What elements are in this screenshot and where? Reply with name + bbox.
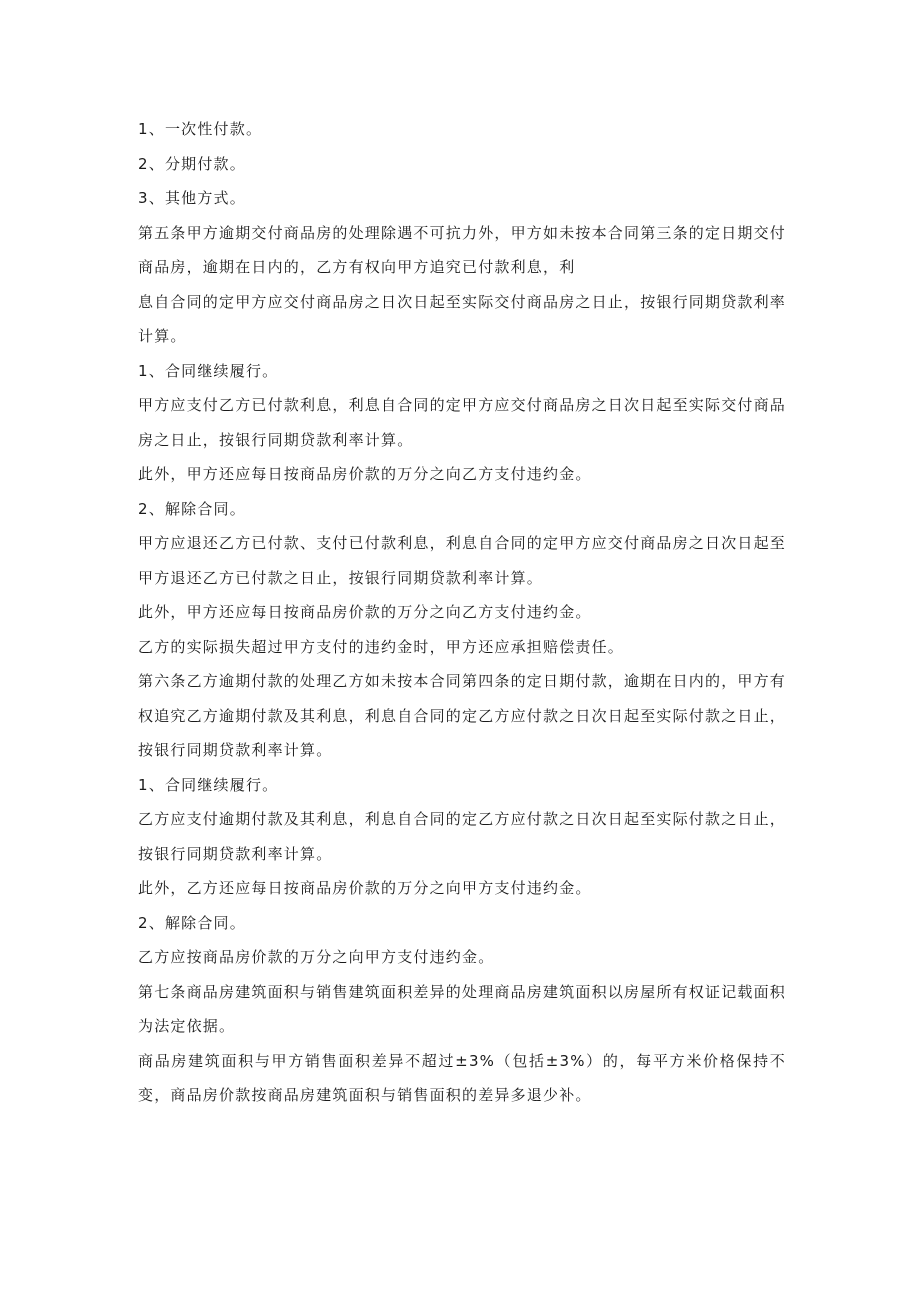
paragraph-7: 甲方应支付乙方已付款利息，利息自合同的定甲方应交付商品房之日次日起至实际交付商品房之日止，按银行同期贷款利率计算。 — [138, 396, 787, 449]
paragraph-14: 1、合同继续履行。 — [138, 775, 279, 794]
paragraph-2: 2、分期付款。 — [138, 154, 246, 173]
paragraph-13: 第六条乙方逾期付款的处理乙方如未按本合同第四条的定日期付款，逾期在日内的，甲方有权追究乙方逾期付款及其利息，利息自合同的定乙方应付款之日次日起至实际付款之日止，按银行同期贷款利率计算。 — [138, 672, 787, 759]
paragraph-17: 2、解除合同。 — [138, 913, 246, 932]
paragraph-20: 商品房建筑面积与甲方销售面积差异不超过±3%（包括±3%）的，每平方米价格保持不变，商品房价款按商品房建筑面积与销售面积的差异多退少补。 — [138, 1051, 786, 1104]
paragraph-9: 2、解除合同。 — [138, 499, 246, 518]
paragraph-1: 1、一次性付款。 — [138, 120, 263, 138]
document-body — [138, 112, 786, 1113]
paragraph-15: 乙方应支付逾期付款及其利息，利息自合同的定乙方应付款之日次日起至实际付款之日止，按银行同期贷款利率计算。 — [138, 810, 787, 863]
paragraph-18: 乙方应按商品房价款的万分之向甲方支付违约金。 — [138, 948, 495, 966]
paragraph-12: 乙方的实际损失超过甲方支付的违约金时，甲方还应承担赔偿责任。 — [138, 637, 625, 656]
paragraph-19: 第七条商品房建筑面积与销售建筑面积差异的处理商品房建筑面积以房屋所有权证记载面积为法定依据。 — [138, 982, 787, 1035]
paragraph-6: 1、合同继续履行。 — [138, 361, 279, 380]
paragraph-3: 3、其他方式。 — [138, 189, 246, 207]
paragraph-16: 此外，乙方还应每日按商品房价款的万分之向甲方支付违约金。 — [138, 879, 592, 897]
paragraph-5: 息自合同的定甲方应交付商品房之日次日起至实际交付商品房之日止，按银行同期贷款利率计算。 — [138, 292, 787, 345]
paragraph-8: 此外，甲方还应每日按商品房价款的万分之向乙方支付违约金。 — [138, 465, 592, 483]
paragraph-10: 甲方应退还乙方已付款、支付已付款利息，利息自合同的定甲方应交付商品房之日次日起至甲方退还乙方已付款之日止，按银行同期贷款利率计算。 — [138, 534, 787, 587]
paragraph-4: 第五条甲方逾期交付商品房的处理除遇不可抗力外，甲方如未按本合同第三条的定日期交付商品房，逾期在日内的，乙方有权向甲方追究已付款利息，利 — [138, 223, 787, 276]
paragraph-11: 此外，甲方还应每日按商品房价款的万分之向乙方支付违约金。 — [138, 603, 592, 621]
